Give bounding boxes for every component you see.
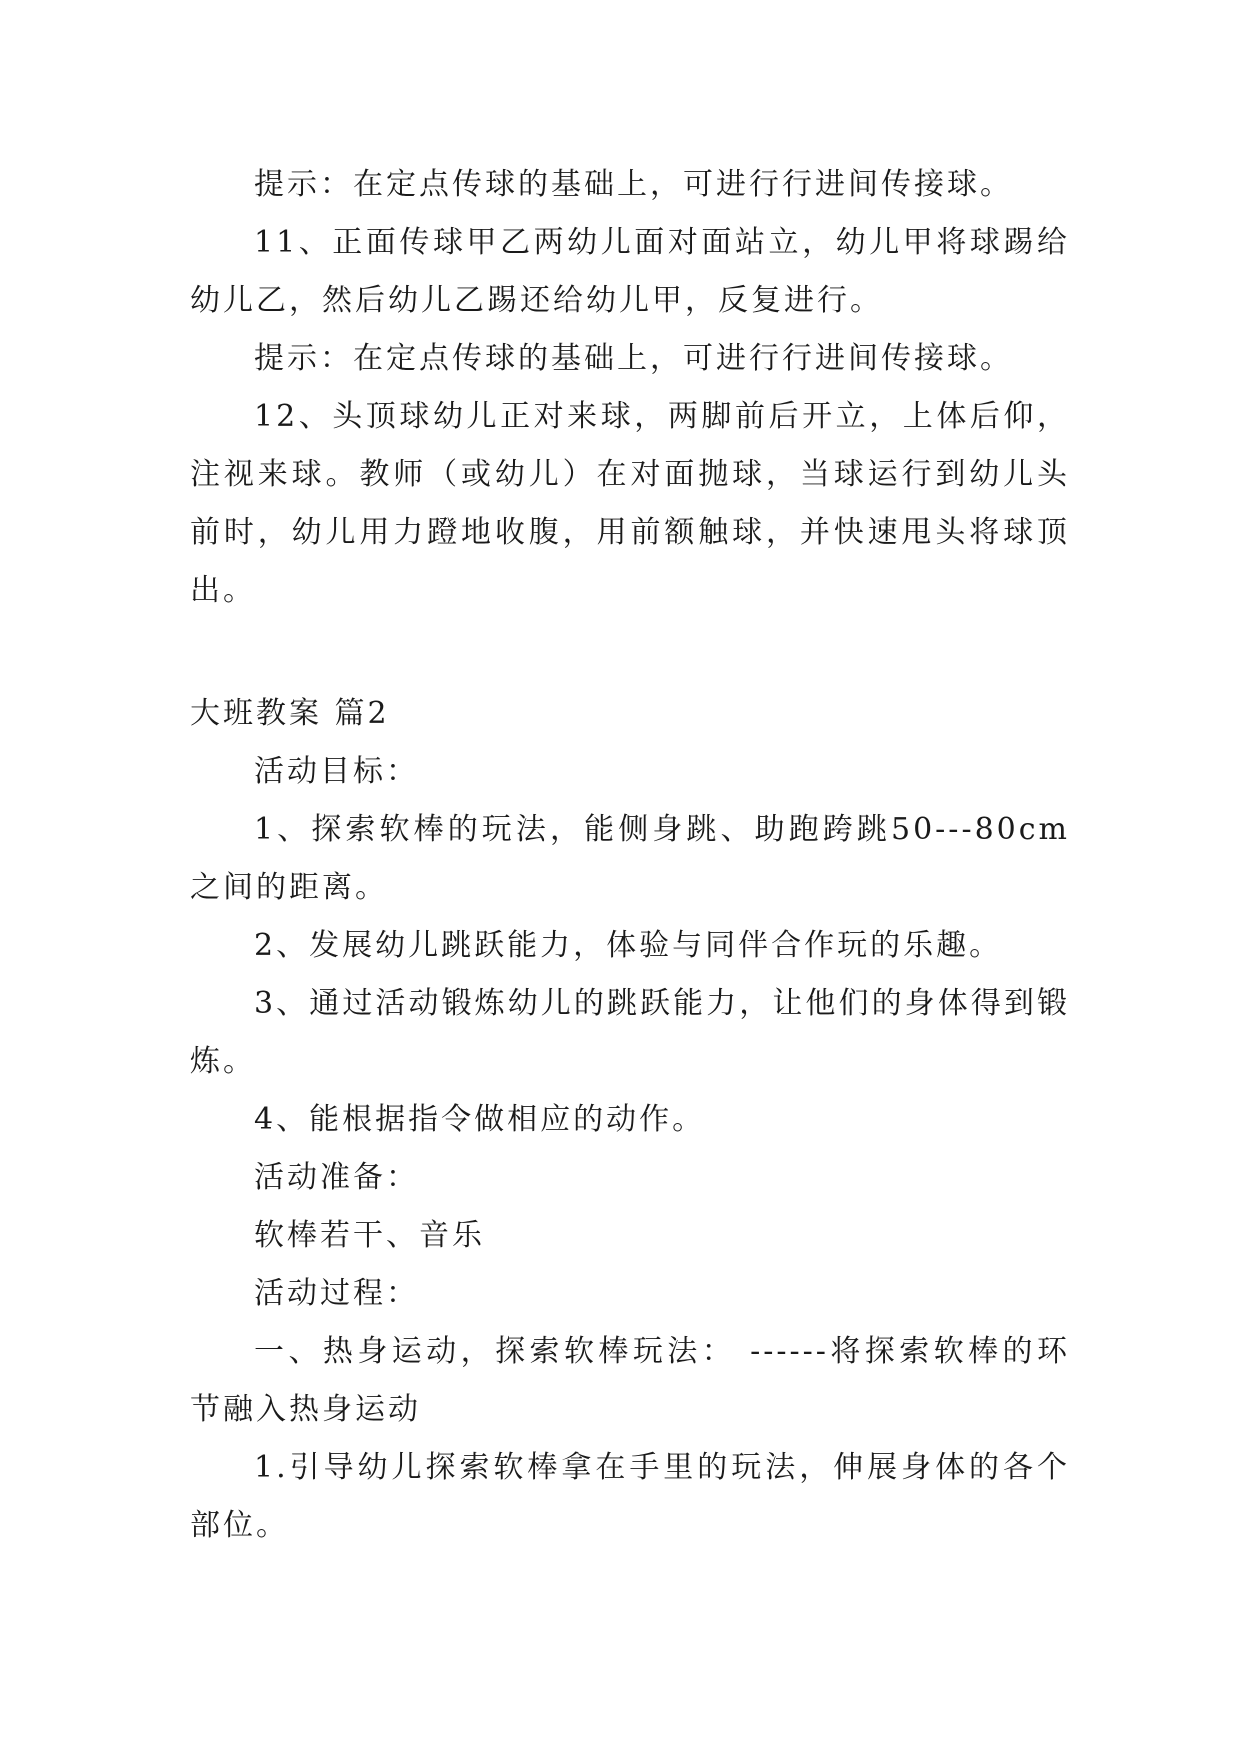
section-heading: 大班教案 篇2	[190, 696, 390, 731]
paragraph-goal-2: 2、发展幼儿跳跃能力，体验与同伴合作玩的乐趣。	[254, 928, 1003, 963]
paragraph-goals-title: 活动目标：	[254, 754, 419, 789]
paragraph-tip-2: 提示：在定点传球的基础上，可进行行进间传接球。	[254, 341, 1013, 376]
paragraph-goal-4: 4、能根据指令做相应的动作。	[254, 1102, 706, 1137]
paragraph-goal-1: 1、探索软棒的玩法，能侧身跳、助跑跨跳50---80cm之间的距离。	[190, 812, 1070, 905]
section-lesson-plan-2	[190, 685, 1070, 1555]
section-football-drills	[190, 156, 1070, 620]
paragraph-prep-title: 活动准备：	[254, 1160, 419, 1195]
paragraph-process-title: 活动过程：	[254, 1276, 419, 1311]
paragraph-process-step-1: 一、热身运动，探索软棒玩法： ------将探索软棒的环节融入热身运动	[190, 1334, 1070, 1427]
paragraph-item-11: 11、正面传球甲乙两幼儿面对面站立，幼儿甲将球踢给幼儿乙，然后幼儿乙踢还给幼儿甲，反复进行。	[190, 225, 1070, 318]
paragraph-tip-1: 提示：在定点传球的基础上，可进行行进间传接球。	[254, 167, 1013, 202]
paragraph-goal-3: 3、通过活动锻炼幼儿的跳跃能力，让他们的身体得到锻炼。	[190, 986, 1070, 1079]
paragraph-process-step-1-1: 1.引导幼儿探索软棒拿在手里的玩法，伸展身体的各个部位。	[190, 1450, 1070, 1543]
paragraph-prep-items: 软棒若干、音乐	[254, 1218, 485, 1253]
paragraph-item-12: 12、头顶球幼儿正对来球，两脚前后开立，上体后仰，注视来球。教师（或幼儿）在对面抛球，当球运行到幼儿头前时，幼儿用力蹬地收腹，用前额触球，并快速甩头将球顶出。	[190, 399, 1070, 608]
